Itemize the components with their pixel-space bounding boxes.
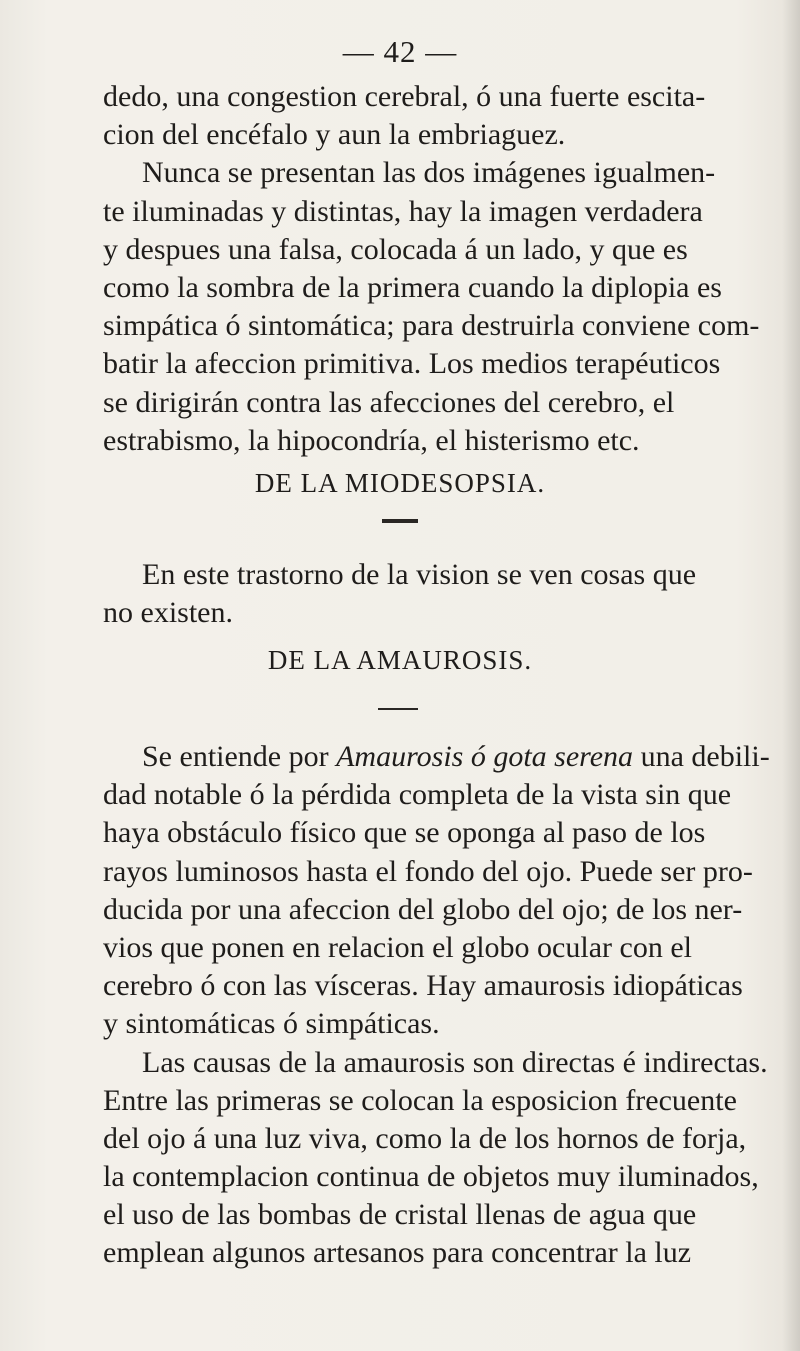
text-line: batir la afeccion primitiva. Los medios terapéuticos <box>103 347 721 381</box>
text-line: haya obstáculo físico que se oponga al paso de los <box>103 816 706 850</box>
text-line: dad notable ó la pérdida completa de la vista sin que <box>103 778 732 812</box>
text-fragment: Se entiende por <box>142 740 337 773</box>
text-line: se dirigirán contra las afecciones del cerebro, el <box>103 385 675 419</box>
text-line: ducida por una afeccion del globo del ojo; de los ner- <box>103 892 743 926</box>
text-line: no existen. <box>103 596 233 630</box>
section-divider <box>382 519 418 523</box>
section-amaurosis-text <box>103 738 800 1273</box>
heading-miodesopsia: DE LA MIODESOPSIA. <box>254 468 546 498</box>
text-line: Las causas de la amaurosis son directas é indirectas. <box>142 1045 768 1079</box>
section-miodesopsia-text <box>103 556 800 632</box>
text-line: cion del encéfalo y aun la embriaguez. <box>103 118 566 152</box>
text-line: como la sombra de la primera cuando la diplopia es <box>103 270 722 304</box>
text-line: vios que ponen en relacion el globo ocular con el <box>103 930 692 964</box>
text-fragment: una debili- <box>633 740 770 773</box>
text-line <box>103 738 800 776</box>
text-line: Nunca se presentan las dos imágenes igualmen- <box>142 156 716 190</box>
page-number: — 42 — <box>342 34 458 69</box>
heading-amaurosis: DE LA AMAUROSIS. <box>267 645 533 675</box>
text-line: y despues una falsa, colocada á un lado, y que es <box>103 232 688 266</box>
text-line: del ojo á una luz viva, como la de los hornos de forja, <box>103 1121 747 1155</box>
text-line: dedo, una congestion cerebral, ó una fuerte escita- <box>103 80 706 113</box>
text-line: estrabismo, la hipocondría, el histerismo etc. <box>103 423 640 457</box>
text-line: te iluminadas y distintas, hay la imagen verdadera <box>103 194 703 228</box>
section-intro-text <box>103 78 800 460</box>
text-line: y sintomáticas ó simpáticas. <box>103 1007 440 1041</box>
text-line: Entre las primeras se colocan la esposicion frecuente <box>103 1083 737 1117</box>
section-divider <box>378 708 418 710</box>
text-line: el uso de las bombas de cristal llenas de agua que <box>103 1198 697 1232</box>
italic-term: Amaurosis ó gota serena <box>336 740 634 773</box>
text-line: En este trastorno de la vision se ven cosas que <box>142 558 697 591</box>
text-line: emplean algunos artesanos para concentrar la luz <box>103 1236 692 1270</box>
text-line: cerebro ó con las vísceras. Hay amaurosis idiopáticas <box>103 969 743 1003</box>
text-line: rayos luminosos hasta el fondo del ojo. Puede ser pro- <box>103 854 753 888</box>
text-line: la contemplacion continua de objetos muy iluminados, <box>103 1160 759 1194</box>
text-line: simpática ó sintomática; para destruirla conviene com- <box>103 309 760 343</box>
